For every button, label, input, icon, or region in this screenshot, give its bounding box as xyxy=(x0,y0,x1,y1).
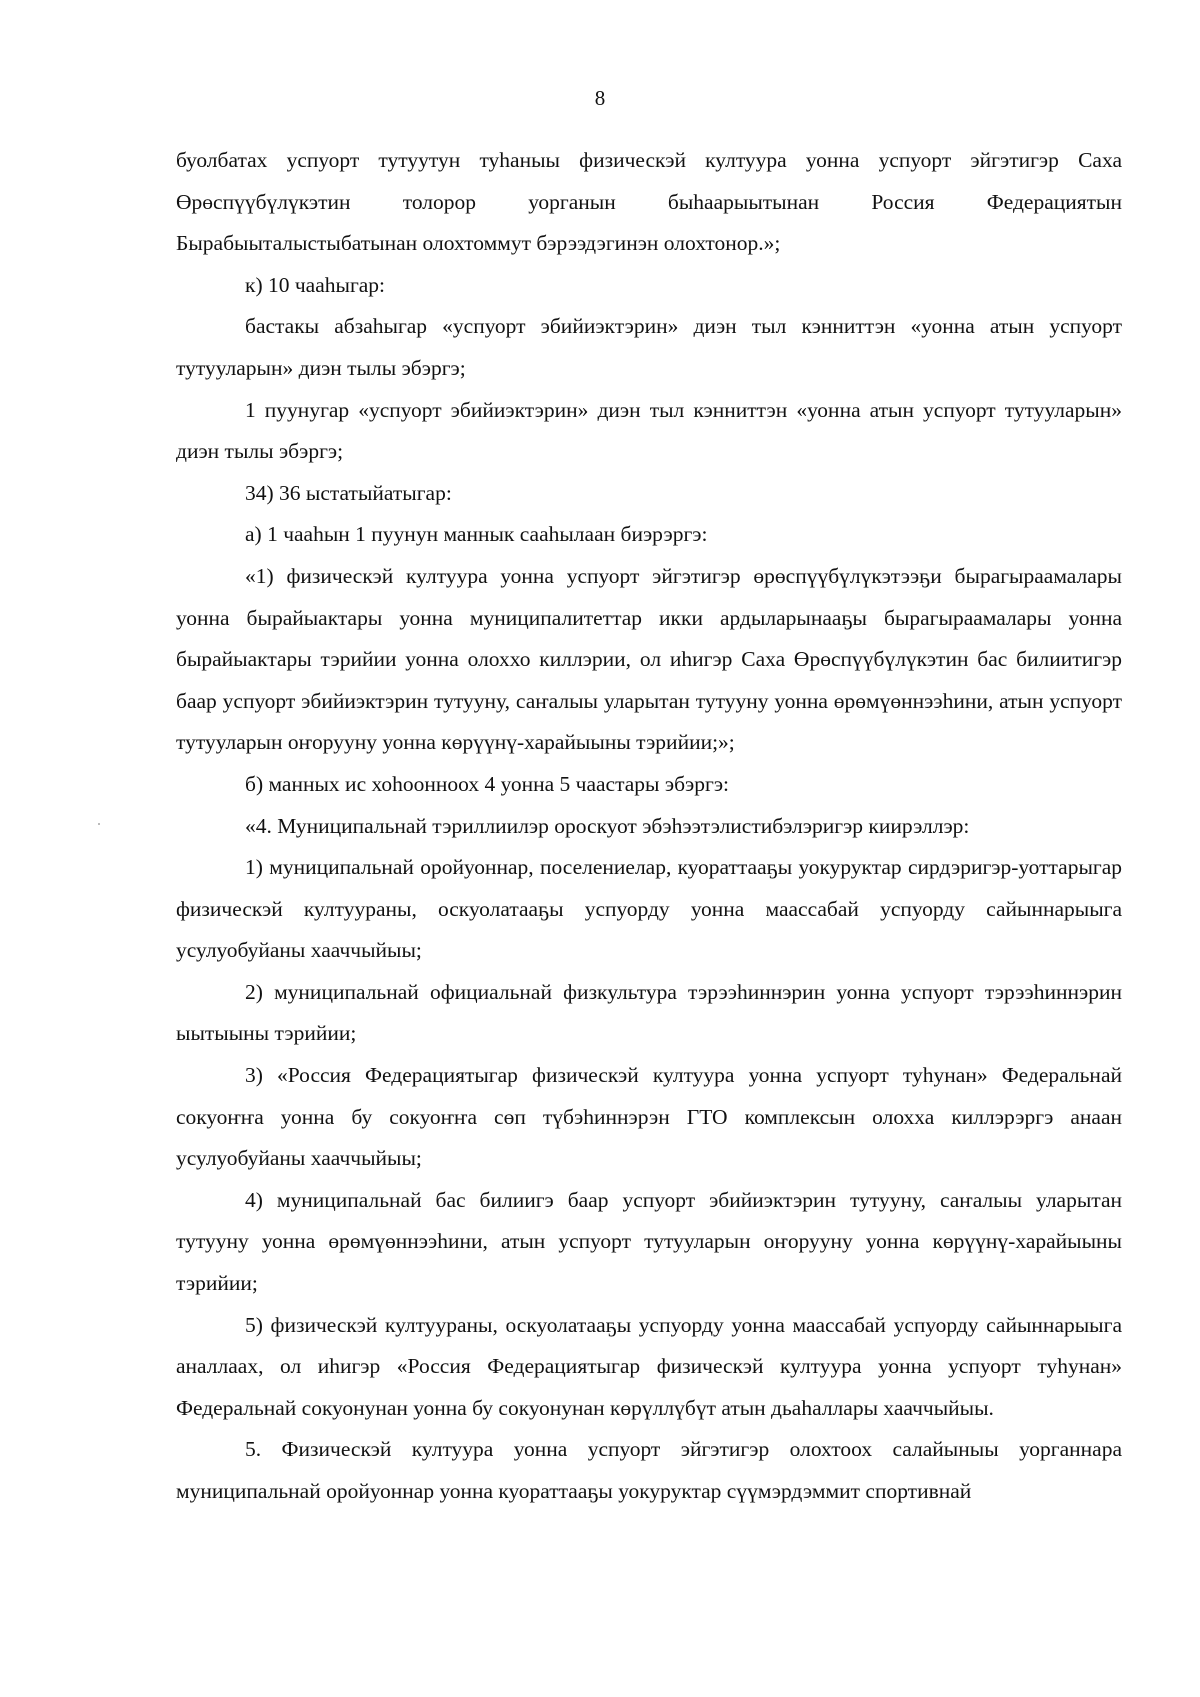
paragraph-quoted-1: «1) физическэй култуура уонна успуорт эйгэтигэр өрөспүүбүлүкэтээҕи бырагыраамалары уонна бырайыактары уонна муниципалитеттар икки ардыларынааҕы бырагыраамалары уонна бырайыактары тэрийии уонна олоххо киллэрии, ол иһигэр Саха Өрөспүүбүлүкэтин бас билиитигэр баар успуорт эбийиэктэрин тутууну, саҥалыы уларытан тутууну уонна өрөмүөннээһини, атын успуорт тутууларын оҥорууну уонна көрүүнү-харайыыны тэрийии;»; xyxy=(176,563,1122,755)
paragraph-article-36: 34) 36 ыстатыйатыгар: xyxy=(245,480,452,505)
paragraph-subitem-2: 2) муниципальнай официальнай физкультура тэрээһиннэрин уонна успуорт тэрээһиннэрин ыытыыны тэрийии; xyxy=(176,979,1122,1046)
paragraph-subitem-4: 4) муниципальнай бас билиигэ баар успуорт эбийиэктэрин тутууну, саҥалыы уларытан тутууну уонна өрөмүөннээһини, атын успуорт тутууларын оҥорууну уонна көрүүнү-харайыыны тэрийии; xyxy=(176,1187,1122,1296)
paragraph-part-4: «4. Муниципальнай тэриллиилэр ороскуот эбэһээтэлистибэлэригэр киирэллэр: xyxy=(245,813,970,838)
paragraph-continuation: буолбатах успуорт тутуутун туһаныы физическэй култуура уонна успуорт эйгэтигэр Саха Өрөспүүбүлүкэтин толорор уорганын быһаарыытынан Россия Федерациятын Бырабыыталыстыбатынан олохтоммут бэрээдэгинэн олохтонор.»; xyxy=(176,148,1122,256)
paragraph-item-k: к) 10 чааһыгар: xyxy=(245,272,386,297)
page-number: 8 xyxy=(594,86,606,110)
document-body xyxy=(176,140,1122,1513)
paragraph-point-1: 1 пуунугар «успуорт эбийиэктэрин» диэн тыл кэнниттэн «уонна атын успуорт тутууларын» диэн тылы эбэргэ; xyxy=(176,397,1122,464)
paragraph-subitem-5: 5) физическэй култуураны, оскуолатааҕы успуорду уонна маассабай успуорду сайыннарыыга аналлаах, ол иһигэр «Россия Федерациятыгар физическэй култуура уонна успуорт туһунан» Федеральнай сокуонунан уонна бу сокуонунан көрүллүбүт атын дьаһаллары хааччыйыы. xyxy=(176,1312,1122,1420)
paragraph-first-abzac: бастакы абзаһыгар «успуорт эбийиэктэрин» диэн тыл кэнниттэн «уонна атын успуорт тутууларын» диэн тылы эбэргэ; xyxy=(176,314,1122,380)
paragraph-item-b: б) манных ис хоһоонноох 4 уонна 5 чаастары эбэргэ: xyxy=(245,771,730,796)
paragraph-part-5: 5. Физическэй култуура уонна успуорт эйгэтигэр олохтоох салайыныы уорганнара муниципальнай оройуоннар уонна куораттааҕы уокуруктар сүүмэрдэммит спортивнай xyxy=(176,1437,1122,1503)
paragraph-subitem-1: 1) муниципальнай оройуоннар, поселениелар, куораттааҕы уокуруктар сирдэригэр-уоттарыгар физическэй култуураны, оскуолатааҕы успуорду уонна маассабай успуорду сайыннарыыга усулуобуйаны хааччыйыы; xyxy=(176,855,1122,963)
paragraph-subitem-3: 3) «Россия Федерациятыгар физическэй култуура уонна успуорт туһунан» Федеральнай сокуоҥҥа уонна бу сокуоҥҥа сөп түбэһиннэрэн ГТО комплексын олохха киллэрэргэ анаан усулуобуйаны хааччыйыы; xyxy=(176,1063,1122,1171)
margin-mark xyxy=(98,823,100,825)
paragraph-item-a: а) 1 чааһын 1 пуунун маннык сааһылаан биэрэргэ: xyxy=(245,522,708,547)
